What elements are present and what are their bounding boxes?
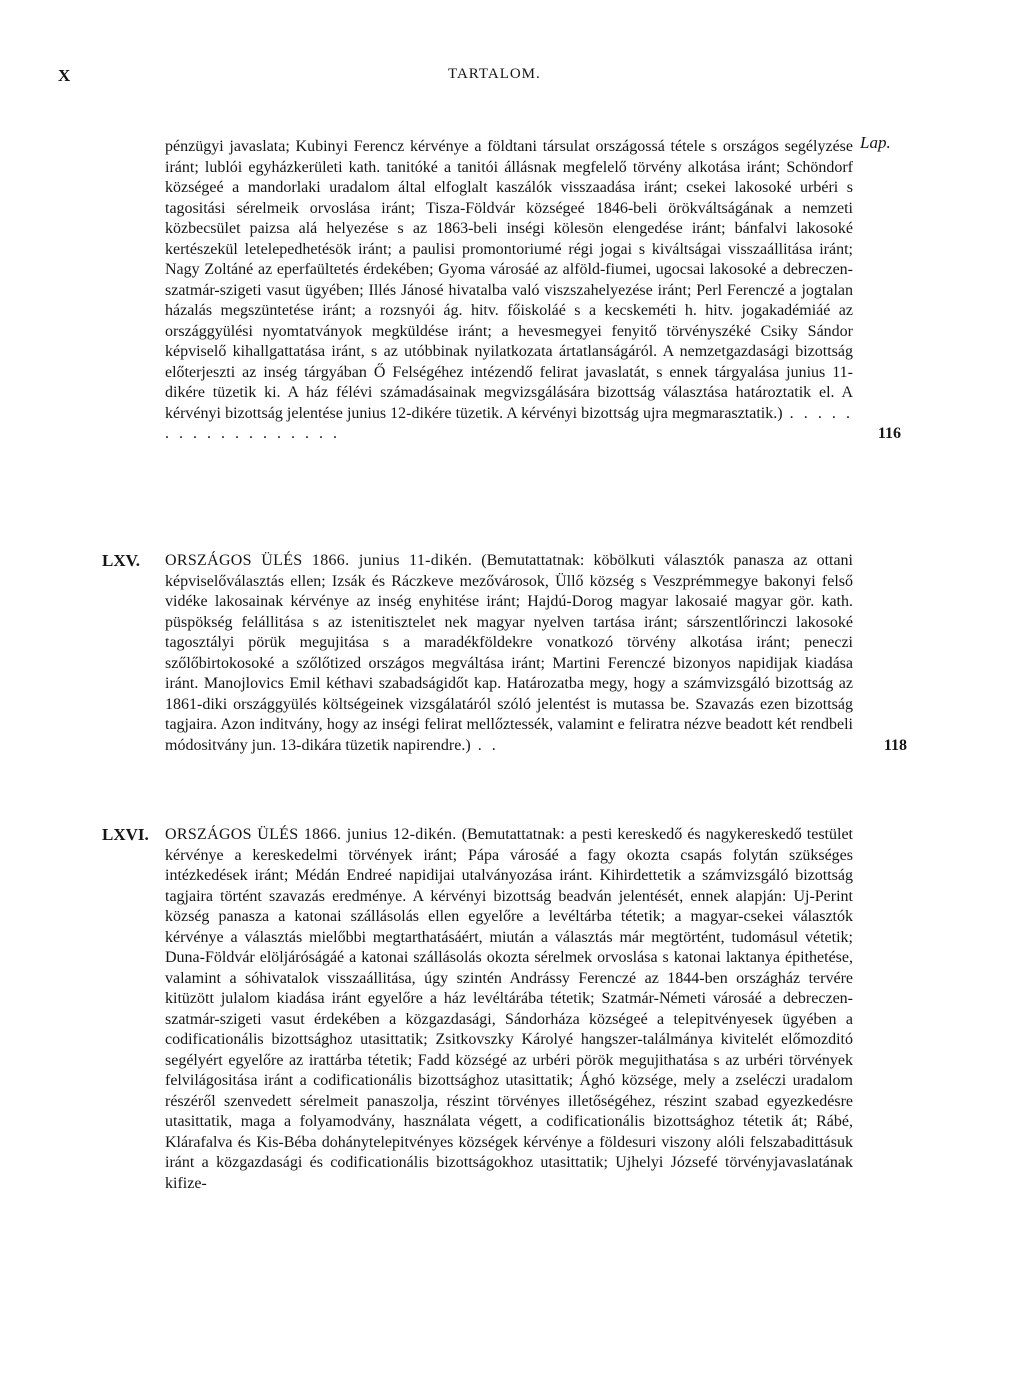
- entry-number: LXVI.: [102, 825, 149, 844]
- entry-leaders: . . . . . . . . . . . . . . . . . .: [165, 404, 853, 442]
- entry-text: pénzügyi javaslata; Kubinyi Ferencz kérvénye a földtani társulat országossá tétele s országos segélyzése iránt; lublói egyházkerületi kath. tanitóké a tanitói állásnak megfelelő törvény alkotása iránt; Schöndorf községeé a mandorlaki uradalom által elfoglalt kaszálók visszaadása iránt; csekei lakosoké urbéri s tagositási sérelmeik orvoslása iránt; Tisza-Földvár községeé 1846-beli örökváltságának a nemzeti közbecsület paizsa alá helyezése s az 1863-beli inségi kölesön elengedése iránt; bánfalvi lakosoké kertészekül letelepedhetésök iránt; a paulisi promontoriumé régi jogai s kiváltságai visszaállitása iránt; Nagy Zoltáné az eperfaültetés érdekében; Gyoma városáé az alföld-fiumei, ugocsai lakosoké a debreczen-szatmár-szigeti vasut ügyében; Illés Jánosé hivatalba való viszszahelyezése iránt; Perl Ferenczé a jogtalan házalás megszüntetése iránt; a rozsnyói ág. hitv. főiskoláé s a kecskeméti h. hitv. jogakadémiáé az országgyülési nyomtatványok megküldése iránt; a hevesmegyei fenyitő törvényszéké Csiky Sándor képviselő kihallgattatása iránt, s az utóbbinak nyilatkozata ártatlanságáról. A nemzetgazdasági bizottság előterjeszti az inség tárgyában Ő Felségéhez intézendő felirat javaslatát, s ennek tárgyalása junius 11-dikére tüzetik ki. A ház félévi számadásainak megvizsgálására bizottság választása határoztatik el. A kérvényi bizottság jelentése junius 12-dikére tüzetik. A kérvényi bizottság ujra megmarasztatik.): [165, 138, 853, 422]
- entry-leaders: . .: [470, 736, 499, 754]
- entry-text: (Bemutattatnak: a pesti kereskedő és nagykereskedő testület kérvénye a kereskedelmi törvények iránt; Pápa városáé a fagy okozta csapás folytán szükséges intézkedések iránt; Médán Endreé napidijai utalványozása iránt. Kihirdettetik a számvizsgáló bizottság tagjaira történt szavazás eredménye. A kérvényi bizottság beadván jelentését, ennek alapján: Uj-Perint község panasza a katonai szállásolás ellen egyelőre a levéltárba tétetik; a magyar-csekei választók kérvénye a választás mielőbbi megtarthatásáért, miután a választás már megtörtént, tudomásul vétetik; Duna-Földvár elöljáróságáé a katonai szállásolás okozta sérelmek orvoslása s katonai laktanya épithetése, valamint a sóhivatalok visszaállitása, úgy szintén Andrássy Ferenczé az 1844-ben országház tervére kitüzött julalom kiadása iránt egyelőre a ház levéltárába tétetik; Szatmár-Németi városáé a debreczen-szatmár-szigeti vasut érdekében a közgazdasági, Sándorháza községeé a telepitvényesek ügyében a codificationális bizottsághoz utasittatik; Zsitkovszky Károlyé hangszer-találmánya kivitelét előmozditó segélyért egyelőre az irattárba tétetik; Fadd községé az urbéri pörök megujithatása s az urbéri törvények felvilágositása iránt a codificationális bizottsághoz utasittatik; Ághó községe, mely a zseléczi uradalom részéről szenvedett sérelmeit panaszolja, részint törvényes illetőségéhez, részint szabad egyezkedésre utasittatik, maga a folyamodvány, használata végett, a codificationális bizottsághoz tétetik át; Rábé, Klárafalva és Kis-Béba dohánytelepitvényes községek kérvénye a földesuri viszony alóli felszabadittásuk iránt a közgazdasági és codificationális bizottságokhoz utasittatik; Ujhelyi Józsefé törvényjavaslatának kifize-: [165, 826, 853, 1192]
- running-head: TARTALOM.: [448, 66, 541, 82]
- toc-entry-lxv: [102, 551, 907, 756]
- page-number: X: [58, 66, 71, 85]
- lap-column-label: Lap.: [860, 133, 891, 152]
- entry-page-ref: 118: [883, 736, 907, 754]
- entry-text: (Bemutattatnak: köbölkuti választók panasza az ottani képviselőválasztás ellen; Izsák és Ráczkeve mezővárosok, Üllő község s Veszprémmegye bakonyi felső vidéke lakosainak kérvénye az inség enyhitése iránt; Hajdú-Dorog magyar lakosaié magyar gör. kath. püspökség felállitása s az istenitisztelet nek magyar nyelven tartása iránt; sárszentlőrinczi lakosoké tagosztályi pörük megujitása s a maradékföldekre vonatkozó törvény alkotása iránt; peneczi szőlőbirtokosoké a szőlőtized országos megváltása iránt; Martini Ferenczé bizonyos napidijak kiadása iránt. Manojlovics Emil kéthavi szabadságidőt kap. Határozatba megy, hogy a számvizsgáló bizottság az 1861-diki országgyülés költségeinek vizsgálatáról szóló jelentést is mutassa be. Szavazás ezen bizottság tagjaira. Azon inditvány, hogy az inségi felirat mellőztessék, valamint e feliratra nézve beadott két rendbeli módositvány jun. 13-dikára tüzetik napirendre.): [165, 552, 853, 754]
- entry-page-ref: 116: [877, 425, 901, 442]
- entry-heading: ORSZÁGOS ÜLÉS 1866. junius 11-dikén.: [165, 552, 473, 569]
- toc-entry-lxvi: [102, 825, 853, 1194]
- entry-number: LXV.: [102, 551, 140, 570]
- entry-heading: ORSZÁGOS ÜLÉS 1866. junius 12-dikén.: [165, 826, 457, 843]
